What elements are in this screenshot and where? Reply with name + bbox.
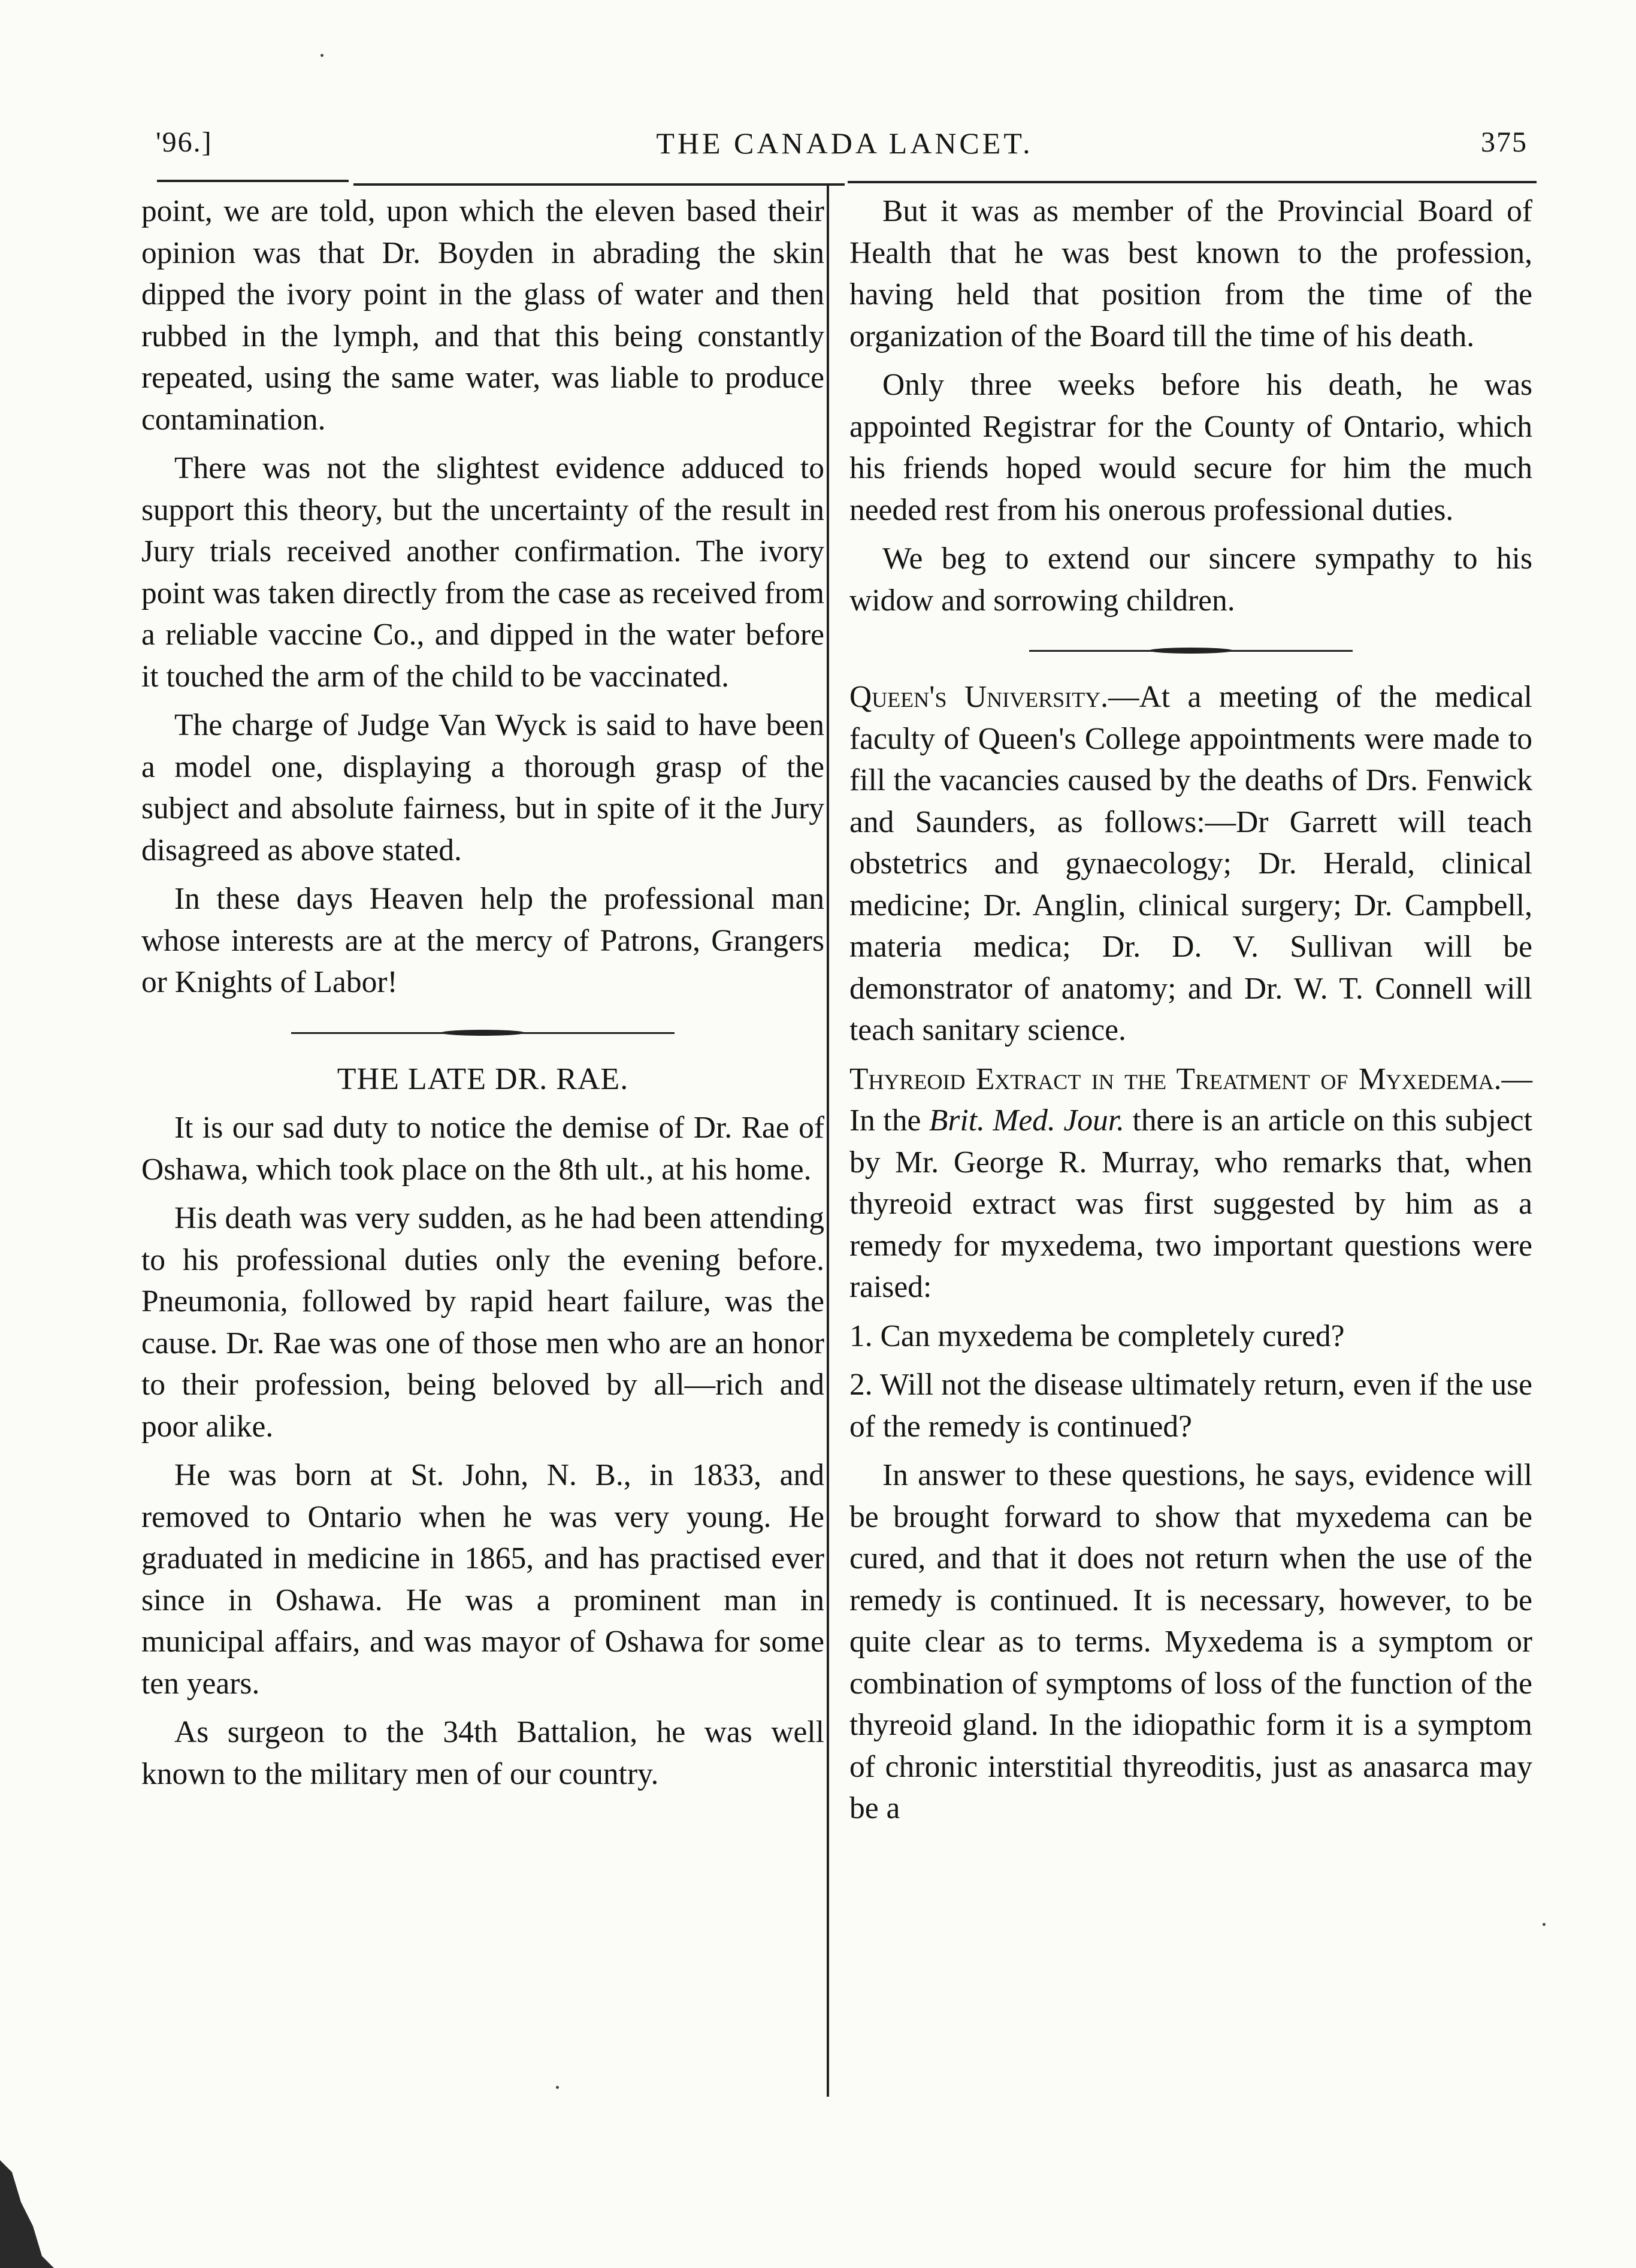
paragraph: His death was very sudden, as he had been attending to his professional duties only the evening before. Pneumonia, followed by rapid heart failure, was the cause. Dr. Rae was one of those men who are an honor to their profession, being beloved by all—rich and poor alike.	[141, 1201, 824, 1444]
paragraph: We beg to extend our sincere sympathy to his widow and sorrowing children.	[849, 542, 1532, 618]
paragraph: In answer to these questions, he says, evidence will be brought forward to show that myxedema can be cured, and that it does not return when the use of the remedy is continued. It is necessary, however, to be quite clear as to terms. Myxedema is a symptom or combination of symptoms of loss of the function of the thyreoid gland. In the idiopathic form it is a symptom of chronic interstitial thyreoditis, just as anasarca may be a	[849, 1458, 1532, 1825]
paragraph: But it was as member of the Provincial Board of Health that he was best known to the profession, having held that position from the time of the organization of the Board till the time of his death.	[849, 194, 1532, 353]
notice-text: —In the	[849, 1062, 1532, 1138]
notice-lead: Thyreoid Extract in the Treatment of Myxedema.	[849, 1062, 1502, 1096]
journal-name: Brit. Med. Jour.	[929, 1103, 1124, 1138]
section-separator	[1029, 646, 1353, 655]
question-item: 1. Can myxedema be completely cured?	[849, 1319, 1345, 1353]
running-header	[150, 126, 1540, 174]
paragraph: point, we are told, upon which the eleven based their opinion was that Dr. Boyden in abrading the skin dipped the ivory point in the glass of water and then rubbed in the lymph, and that this being constantly repeated, using the same water, was liable to produce contamination.	[141, 194, 824, 437]
notice-text: there is an article on this subject by Mr. George R. Murray, who remarks that, when thyreoid extract was first suggested by him as a remedy for myxedema, two important questions were raised:	[849, 1103, 1532, 1304]
left-column	[141, 190, 824, 1802]
paragraph: In these days Heaven help the professional man whose interests are at the mercy of Patrons, Grangers or Knights of Labor!	[141, 882, 824, 999]
question-item: 2. Will not the disease ultimately return, even if the use of the remedy is continued?	[849, 1368, 1532, 1444]
scan-edge-shadow	[0, 2136, 54, 2268]
notice-text: —At a meeting of the medical faculty of Queen's College appointments were made to fill the vacancies caused by the deaths of Drs. Fenwick and Saunders, as follows:—Dr Garrett will teach obstetrics and gynaecology; Dr. Herald, clinical medicine; Dr. Anglin, clinical surgery; Dr. Campbell, materia medica; Dr. D. V. Sullivan will be demonstrator of anatomy; and Dr. W. T. Connell will teach sanitary science.	[849, 680, 1532, 1047]
thyreoid-extract-notice	[849, 1059, 1532, 1308]
section-separator	[291, 1029, 675, 1037]
volume-year: '96.]	[156, 126, 213, 158]
paragraph: The charge of Judge Van Wyck is said to have been a model one, displaying a thorough grasp of the subject and absolute fairness, but in spite of it the Jury disagreed as above stated.	[141, 708, 824, 867]
scan-speck	[320, 54, 323, 57]
notice-lead: Queen's University.	[849, 680, 1109, 714]
header-rule-left	[157, 180, 349, 182]
page-number: 375	[1481, 126, 1528, 158]
paragraph: He was born at St. John, N. B., in 1833, and removed to Ontario when he was very young. He graduated in medicine in 1865, and has practised ever since in Oshawa. He was a prominent man in municipal affairs, and was mayor of Oshawa for some ten years.	[141, 1458, 824, 1701]
paragraph: As surgeon to the 34th Battalion, he was well known to the military men of our country.	[141, 1715, 824, 1791]
scan-speck	[556, 2086, 559, 2089]
column-divider	[827, 186, 829, 2097]
paragraph: Only three weeks before his death, he was appointed Registrar for the County of Ontario, which his friends hoped would secure for him the much needed rest from his onerous professional duties.	[849, 368, 1532, 527]
journal-title: THE CANADA LANCET.	[656, 126, 1033, 160]
right-column	[849, 190, 1532, 1837]
paragraph: It is our sad duty to notice the demise of Dr. Rae of Oshawa, which took place on the 8th ult., at his home.	[141, 1111, 824, 1187]
header-rule-right	[848, 181, 1537, 183]
paragraph: There was not the slightest evidence adduced to support this theory, but the uncertainty of the result in Jury trials received another confirmation. The ivory point was taken directly from the case as received from a reliable vaccine Co., and dipped in the water before it touched the arm of the child to be vaccinated.	[141, 451, 824, 694]
scan-speck	[1543, 1923, 1546, 1926]
obituary-heading: THE LATE DR. RAE.	[337, 1062, 629, 1096]
header-rule-middle	[353, 183, 845, 186]
queens-university-notice	[849, 676, 1532, 1051]
